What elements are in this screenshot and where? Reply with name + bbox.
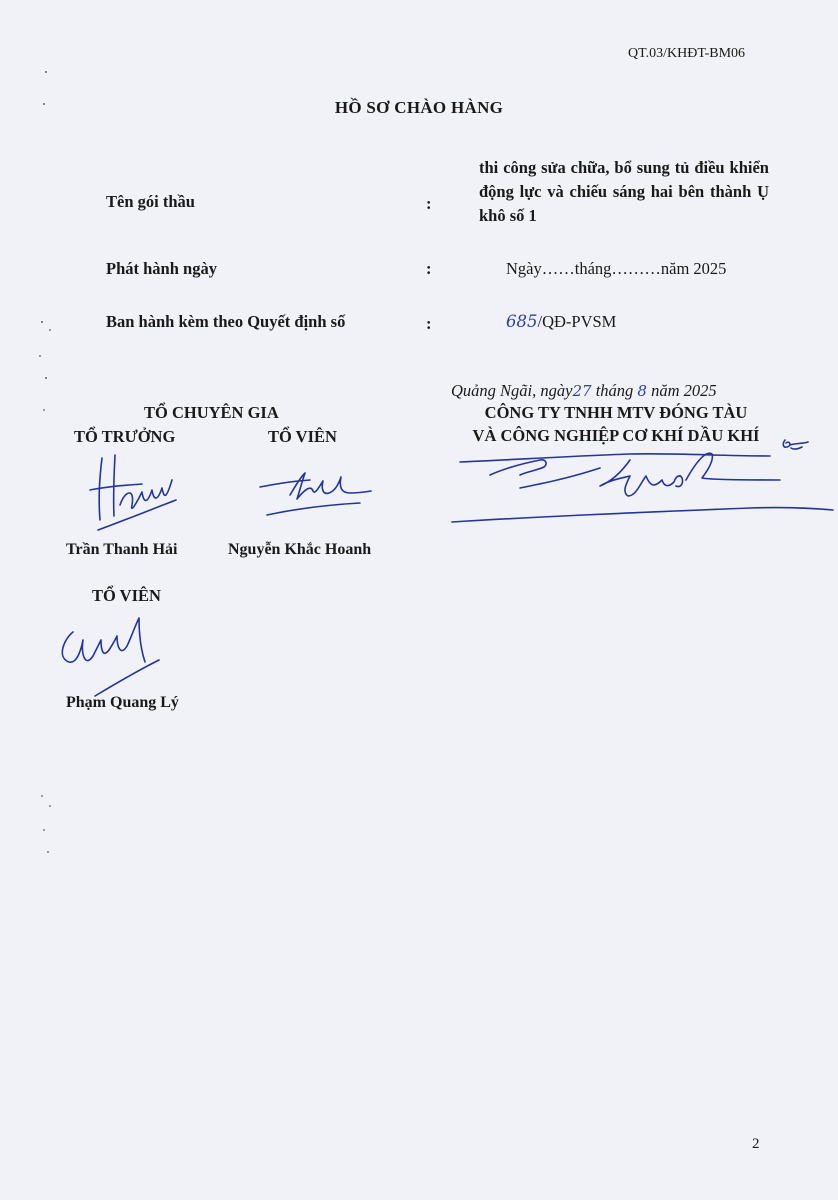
decision-label: Ban hành kèm theo Quyết định số	[106, 312, 346, 331]
month-label: tháng	[595, 381, 634, 400]
place-date	[451, 381, 717, 401]
company-name-line2: VÀ CÔNG NGHIỆP CƠ KHÍ DẦU KHÍ	[472, 426, 760, 445]
member1-name: Nguyễn Khắc Hoanh	[228, 541, 372, 558]
member1-signature	[255, 465, 375, 525]
document-title: HỒ SƠ CHÀO HÀNG	[334, 98, 504, 117]
package-name-value: thi công sửa chữa, bổ sung tủ điều khiển động lực và chiếu sáng hai bên thành Ụ khô số 1	[479, 158, 769, 225]
member2-role: TỔ VIÊN	[92, 586, 161, 605]
company-name-line1: CÔNG TY TNHH MTV ĐÓNG TÀU	[484, 403, 748, 422]
month-handwritten: 8	[637, 382, 647, 400]
member-role: TỔ VIÊN	[268, 427, 337, 446]
issue-date-colon: :	[426, 259, 432, 278]
decision-value	[506, 312, 616, 332]
package-name-label: Tên gói thầu	[106, 192, 195, 211]
issue-date-label: Phát hành ngày	[106, 259, 217, 278]
place-date-prefix: Quảng Ngãi, ngày	[451, 381, 573, 400]
member2-signature	[55, 610, 175, 700]
decision-number-handwritten: 685	[506, 312, 538, 331]
decision-suffix: /QĐ-PVSM	[537, 312, 617, 331]
form-code: QT.03/KHĐT-BM06	[628, 46, 746, 61]
member2-name: Phạm Quang Lý	[66, 694, 179, 711]
company-signature	[450, 440, 835, 530]
expert-group-title: TỔ CHUYÊN GIA	[144, 403, 279, 422]
package-name-colon: :	[426, 194, 432, 213]
page-number: 2	[752, 1136, 760, 1152]
year-text: năm 2025	[651, 381, 717, 400]
decision-colon: :	[426, 314, 432, 333]
issue-date-value: Ngày……tháng………năm 2025	[506, 259, 727, 278]
leader-role: TỔ TRƯỞNG	[74, 427, 176, 446]
day-handwritten: 27	[572, 382, 592, 400]
scan-specks	[30, 60, 70, 860]
leader-signature	[80, 450, 190, 535]
leader-name: Trần Thanh Hải	[66, 541, 178, 558]
